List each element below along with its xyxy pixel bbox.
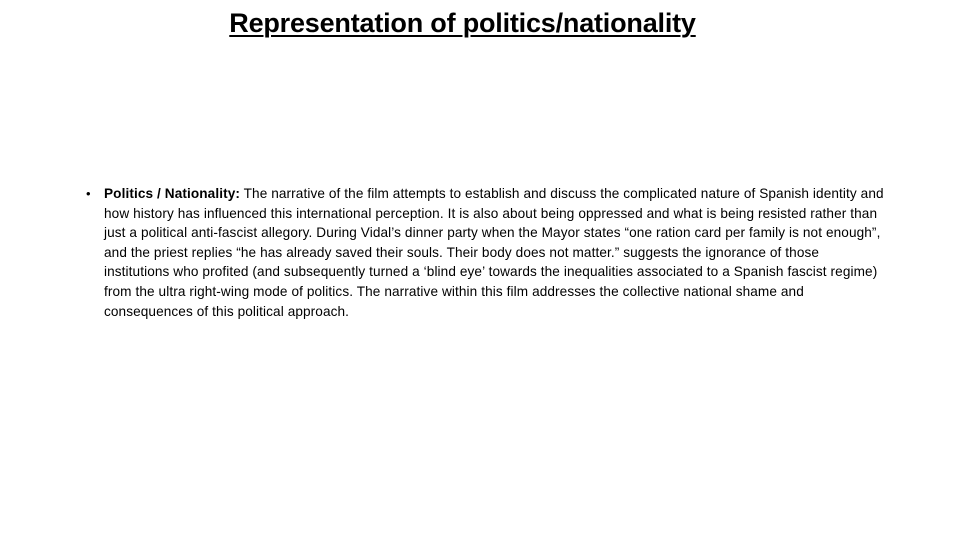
bullet-item-politics-nationality <box>86 184 886 321</box>
bullet-list <box>86 184 886 321</box>
bullet-icon: • <box>86 186 91 201</box>
slide-title: Representation of politics/nationality <box>229 8 696 38</box>
bullet-lead-text: Politics / Nationality: <box>104 186 240 201</box>
bullet-body-text: The narrative of the film attempts to establish and discuss the complicated nature of Spanish identity and how history has influenced this international perception. It is also about being oppressed and what is being resisted rather than just a political anti-fascist allegory. During Vidal’s dinner party when the Mayor states “one ration card per family is not enough”, and the priest replies “he has already saved their souls. Their body does not matter.” suggests the ignorance of those institutions who profited (and subsequently turned a ‘blind eye’ towards the inequalities associated to a Spanish fascist regime) from the ultra right-wing mode of politics. The narrative within this film addresses the collective national shame and consequences of this political approach. <box>104 186 884 319</box>
